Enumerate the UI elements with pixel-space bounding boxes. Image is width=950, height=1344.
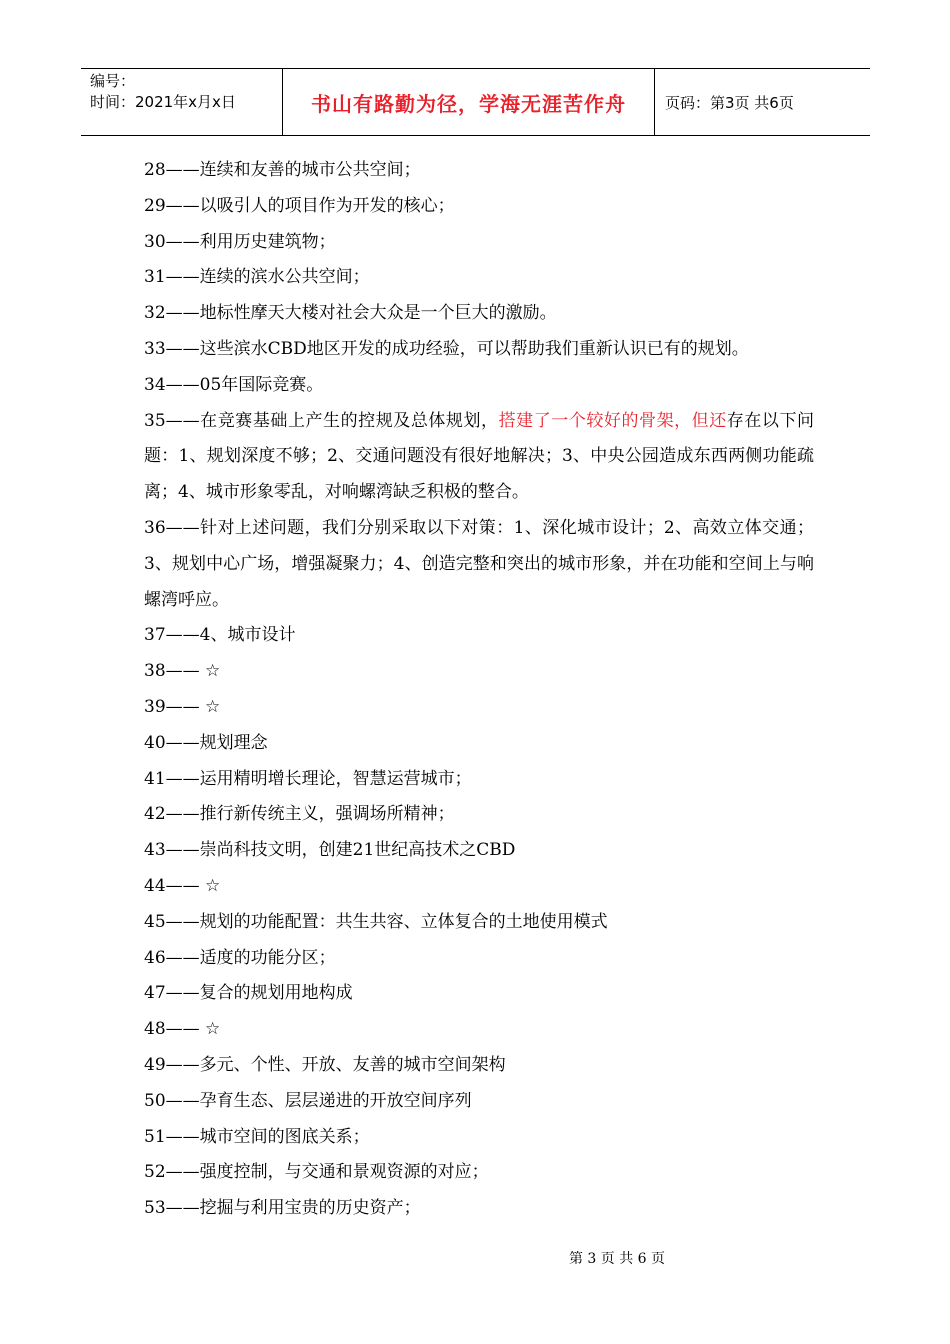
list-item: 38—— ☆ (144, 661, 221, 682)
list-item-paragraph (144, 404, 814, 511)
list-item: 53——挖掘与利用宝贵的历史资产； (144, 1198, 421, 1219)
list-item: 30——利用历史建筑物； (144, 231, 336, 252)
list-item: 32——地标性摩天大楼对社会大众是一个巨大的激励。 (144, 303, 557, 324)
list-item: 29——以吸引人的项目作为开发的核心； (144, 195, 455, 216)
document-body (144, 153, 814, 1227)
list-item: 31——连续的滨水公共空间； (144, 267, 370, 288)
list-item: 34——05年国际竞赛。 (144, 374, 324, 395)
header-motto: 书山有路勤为径，学海无涯苦作舟 (283, 69, 655, 135)
list-item: 45——规划的功能配置：共生共容、立体复合的土地使用模式 (144, 911, 608, 932)
footer-page-number: 第 3 页 共 6 页 (568, 1251, 666, 1267)
list-item: 39—— ☆ (144, 696, 221, 717)
page-header (81, 68, 870, 136)
list-item: 48—— ☆ (144, 1019, 221, 1040)
list-item: 28——连续和友善的城市公共空间； (144, 160, 421, 180)
page-footer (0, 1248, 950, 1268)
list-item: 40——规划理念 (144, 732, 268, 753)
list-item: 44—— ☆ (144, 875, 221, 896)
highlighted-text: 搭建了一个较好的骨架，但还 (498, 410, 727, 431)
list-item: 33——这些滨水CBD地区开发的成功经验，可以帮助我们重新认识已有的规划。 (144, 338, 749, 359)
list-item: 42——推行新传统主义，强调场所精神； (144, 804, 455, 825)
list-item: 52——强度控制，与交通和景观资源的对应； (144, 1162, 489, 1183)
list-item: 43——崇尚科技文明，创建21世纪高技术之CBD (144, 840, 516, 861)
list-item: 41——运用精明增长理论，智慧运营城市； (144, 768, 472, 789)
header-meta (81, 69, 283, 135)
list-item: 49——多元、个性、开放、友善的城市空间架构 (144, 1054, 506, 1075)
list-item: 37——4、城市设计 (144, 625, 296, 646)
list-item-paragraph: 36——针对上述问题，我们分别采取以下对策：1、深化城市设计；2、高效立体交通；3、规划中心广场，增强凝聚力；4、创造完整和突出的城市形象，并在功能和空间上与响螺湾呼应。 (144, 517, 814, 610)
list-item: 47——复合的规划用地构成 (144, 983, 353, 1004)
document-number-label: 编号： (90, 72, 136, 90)
list-item: 51——城市空间的图底关系； (144, 1126, 370, 1147)
document-date: 时间：2021年x月x日 (90, 93, 236, 111)
paragraph-text: 35——在竞赛基础上产生的控规及总体规划， (144, 410, 499, 431)
paragraph-text: 存在以下问题：1、规划深度不够；2、交通问题没有很好地解决；3、中央公园造成东西两侧功能疏离；4、城市形象零乱，对响螺湾缺乏积极的整合。 (144, 410, 815, 503)
list-item: 50——孕育生态、层层递进的开放空间序列 (144, 1090, 472, 1111)
header-page-info: 页码：第3页 共6页 (665, 93, 794, 112)
list-item: 46——适度的功能分区； (144, 947, 336, 968)
